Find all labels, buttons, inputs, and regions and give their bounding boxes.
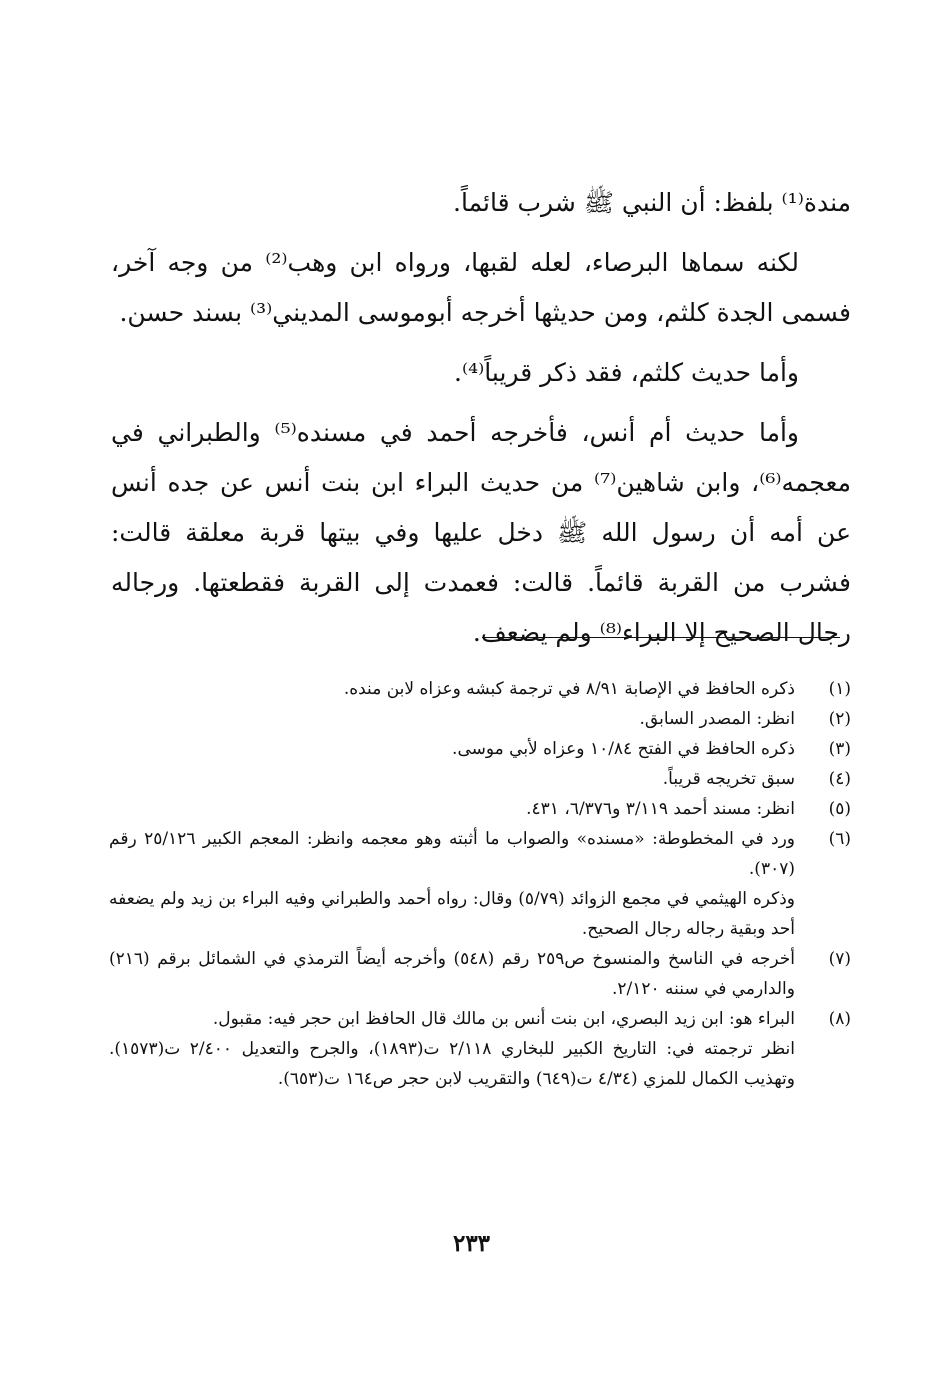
footnote-text: سبق تخريجه قريباً. [662,769,795,789]
footnote-number: (٥) [828,799,851,819]
footnote-1 [109,674,851,704]
footnote-text: ذكره الحافظ في الإصابة ٨/٩١ في ترجمة كبشه وعزاه لابن منده. [343,679,795,699]
footnotes [109,674,851,1094]
footnote-text: ورد في المخطوطة: «مسنده» والصواب ما أثبته وهو معجمه وانظر: المعجم الكبير ٢٥/١٢٦ رقم (٣٠٧). [109,829,795,879]
footnote-4 [109,764,851,794]
footnote-7 [109,944,851,1004]
footnote-text: أخرجه في الناسخ والمنسوخ ص٢٥٩ رقم (٥٤٨) وأخرجه أيضاً الترمذي في الشمائل برقم (٢١٦) والدارمي في سننه ٢/١٢٠. [109,949,795,999]
paragraph-2: لكنه سماها البرصاء، لعله لقبها، ورواه ابن وهب⁽²⁾ من وجه آخر، فسمى الجدة كلثم، ومن حديثها أخرجه أبوموسى المديني⁽³⁾ بسند حسن. [111,248,851,327]
paragraph-4: وأما حديث أم أنس، فأخرجه أحمد في مسنده⁽⁵⁾ والطبراني في معجمه⁽⁶⁾، وابن شاهين⁽⁷⁾ من حديث البراء ابن بنت أنس عن جده أنس عن أمه أن رسول الله ﷺ دخل عليها وفي بيتها قربة معلقة قالت: فشرب من القربة قائماً. قالت: فعمدت إلى القربة فقطعتها. ورجاله رجال الصحيح إلا البراء⁽⁸⁾ ولم يضعف. [111,418,851,647]
footnote-text: البراء هو: ابن زيد البصري، ابن بنت أنس بن مالك قال الحافظ ابن حجر فيه: مقبول. [212,1009,795,1029]
footnote-number: (٤) [828,769,851,789]
main-text [111,178,851,658]
footnote-6-continuation: وذكره الهيثمي في مجمع الزوائد (٥/٧٩) وقال: رواه أحمد والطبراني وفيه البراء بن زيد ولم يضعفه أحد وبقية رجاله رجال الصحيح. [109,889,795,939]
footnote-number: (٧) [828,949,851,969]
footnote-number: (١) [828,679,851,699]
footnote-8-continuation: انظر ترجمته في: التاريخ الكبير للبخاري ٢/١١٨ ت(١٨٩٣)، والجرح والتعديل ٢/٤٠٠ ت(١٥٧٣). وتهذيب الكمال للمزي (٤/٣٤ ت(٦٤٩) والتقريب لابن حجر ص١٦٤ ت(٦٥٣). [109,1039,795,1089]
footnote-number: (٣) [828,739,851,759]
footnote-text: ذكره الحافظ في الفتح ١٠/٨٤ وعزاه لأبي موسى. [452,739,795,759]
footnote-number: (٢) [828,709,851,729]
page-number: ٢٣٣ [452,1230,491,1257]
paragraph-1: مندة⁽¹⁾ بلفظ: أن النبي ﷺ شرب قائماً. [453,188,851,217]
footnote-number: (٦) [828,829,851,849]
footnote-separator [482,637,840,638]
footnote-3 [109,734,851,764]
footnote-5 [109,794,851,824]
footnote-2 [109,704,851,734]
footnote-number: (٨) [828,1009,851,1029]
footnote-6 [109,824,851,884]
footnote-8 [109,1004,851,1034]
paragraph-3: وأما حديث كلثم، فقد ذكر قريباً⁽⁴⁾. [454,358,799,387]
footnote-text: انظر: مسند أحمد ٣/١١٩ و٦/٣٧٦، ٤٣١. [526,799,795,819]
footnote-text: انظر: المصدر السابق. [639,709,795,729]
